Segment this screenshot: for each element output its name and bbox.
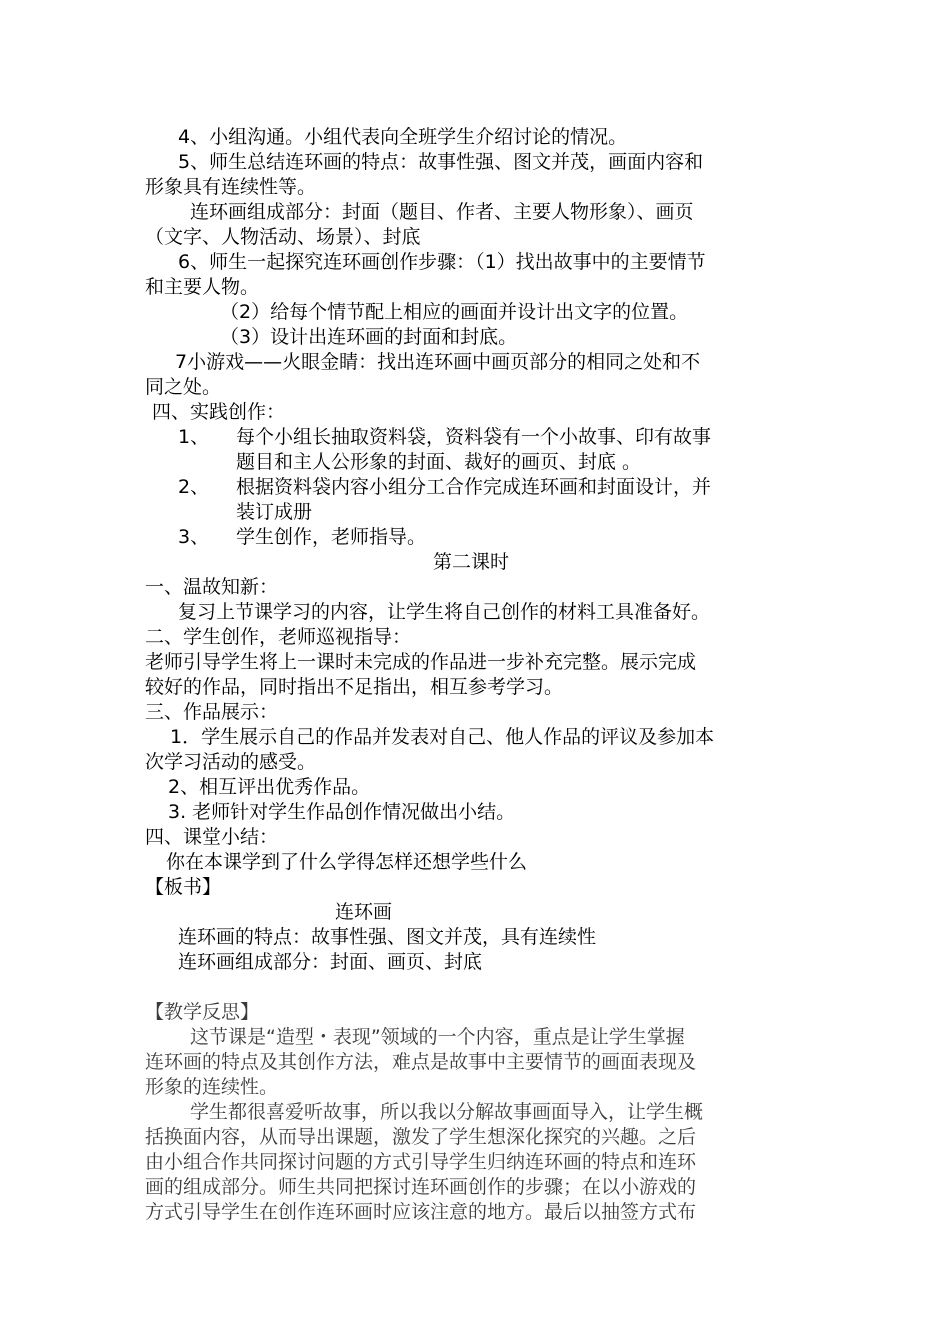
text-line: 6、师生一起探究连环画创作步骤：（1）找出故事中的主要情节 bbox=[178, 251, 706, 273]
section-heading: 【板书】 bbox=[145, 876, 222, 898]
text-line: 形象的连续性。 bbox=[145, 1076, 279, 1098]
text-line: 形象具有连续性等。 bbox=[145, 176, 317, 198]
text-line: 方式引导学生在创作连环画时应该注意的地方。最后以抽签方式布 bbox=[145, 1201, 697, 1223]
section-heading: 一、温故知新： bbox=[145, 576, 279, 598]
text-line: 每个小组长抽取资料袋，资料袋有一个小故事、印有故事 bbox=[236, 426, 712, 448]
text-line: 7小游戏——火眼金睛：找出连环画中画页部分的相同之处和不 bbox=[175, 351, 701, 373]
section-title: 第二课时 bbox=[433, 551, 510, 573]
text-line: 老师引导学生将上一课时未完成的作品进一步补充完整。展示完成 bbox=[145, 651, 697, 673]
text-line: （2）给每个情节配上相应的画面并设计出文字的位置。 bbox=[220, 301, 689, 323]
text-line: 同之处。 bbox=[145, 376, 222, 398]
text-line: 根据资料袋内容小组分工合作完成连环画和封面设计，并 bbox=[236, 476, 712, 498]
text-line: 连环画组成部分：封面（题目、作者、主要人物形象）、画页 bbox=[190, 201, 694, 223]
section-heading: 二、学生创作，老师巡视指导： bbox=[145, 626, 412, 648]
section-heading: 【教学反思】 bbox=[145, 1001, 260, 1023]
text-line: 学生创作，老师指导。 bbox=[236, 526, 427, 548]
section-heading: 四、课堂小结： bbox=[145, 826, 279, 848]
text-line: 装订成册 bbox=[236, 501, 313, 523]
text-line: 连环画的特点及其创作方法，难点是故事中主要情节的画面表现及 bbox=[145, 1051, 697, 1073]
text-line: 连环画组成部分：封面、画页、封底 bbox=[178, 951, 483, 973]
text-line: 连环画的特点：故事性强、图文并茂，具有连续性 bbox=[178, 926, 597, 948]
text-line: 5、师生总结连环画的特点：故事性强、图文并茂，画面内容和 bbox=[178, 151, 704, 173]
text-line: 次学习活动的感受。 bbox=[145, 751, 317, 773]
text-line: 1．学生展示自己的作品并发表对自己、他人作品的评议及参加本 bbox=[170, 726, 715, 748]
text-line: 画的组成部分。师生共同把探讨连环画创作的步骤；在以小游戏的 bbox=[145, 1176, 697, 1198]
text-line: 由小组合作共同探讨问题的方式引导学生归纳连环画的特点和连环 bbox=[145, 1151, 697, 1173]
board-title: 连环画 bbox=[335, 901, 393, 923]
section-heading: 四、实践创作： bbox=[152, 401, 286, 423]
text-line: 较好的作品，同时指出不足指出，相互参考学习。 bbox=[145, 676, 564, 698]
text-line: 复习上节课学习的内容，让学生将自己创作的材料工具准备好。 bbox=[178, 601, 711, 623]
text-line: 你在本课学到了什么学得怎样还想学些什么 bbox=[166, 851, 528, 873]
text-line: （3）设计出连环画的封面和封底。 bbox=[220, 326, 518, 348]
text-line: 2、相互评出优秀作品。 bbox=[168, 776, 371, 798]
section-heading: 三、作品展示： bbox=[145, 701, 279, 723]
text-line: 3. 老师针对学生作品创作情况做出小结。 bbox=[168, 801, 516, 823]
text-line: 括换面内容，从而导出课题，激发了学生想深化探究的兴趣。之后 bbox=[145, 1126, 697, 1148]
text-line: （文字、人物活动、场景）、封底 bbox=[145, 226, 421, 248]
text-line: 题目和主人公形象的封面、裁好的画页、封底 。 bbox=[236, 451, 642, 473]
list-number: 3、 bbox=[178, 526, 210, 548]
text-line: 4、小组沟通。小组代表向全班学生介绍讨论的情况。 bbox=[178, 126, 628, 148]
list-number: 2、 bbox=[178, 476, 210, 498]
text-line: 和主要人物。 bbox=[145, 276, 260, 298]
text-line: 学生都很喜爱听故事，所以我以分解故事画面导入，让学生概 bbox=[190, 1101, 704, 1123]
list-number: 1、 bbox=[178, 426, 210, 448]
text-line: 这节课是“造型・表现”领域的一个内容，重点是让学生掌握 bbox=[190, 1026, 685, 1048]
